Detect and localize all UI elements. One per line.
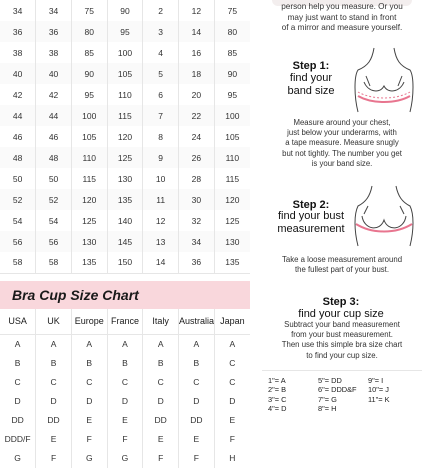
cup-table-cell: A: [36, 335, 72, 354]
legend-entry: 10"= J: [368, 385, 389, 395]
band-table-cell: 58: [0, 252, 36, 273]
band-table-row: [0, 210, 250, 231]
cup-table-cell: E: [36, 430, 72, 449]
cup-table-cell: B: [143, 354, 179, 373]
cup-table-cell: C: [229, 377, 236, 387]
cup-table-header-cell: USA: [0, 309, 36, 335]
cup-table-row: [0, 354, 250, 373]
cup-table-cell: A: [71, 335, 107, 354]
band-table-cell: 14: [179, 21, 215, 42]
band-table-row: [0, 21, 250, 42]
cup-table-cell: G: [107, 449, 143, 468]
step3-text-line: Then use this simple bra size chart: [281, 340, 403, 350]
band-table-cell: 85: [227, 47, 238, 58]
band-table-cell: 48: [0, 147, 36, 168]
band-table-cell: 110: [107, 84, 143, 105]
cup-table-cell: D: [179, 392, 215, 411]
band-table-cell: 5: [143, 63, 179, 84]
cup-table-cell: D: [36, 392, 72, 411]
cup-table-cell: C: [36, 373, 72, 392]
band-table-row: [0, 105, 250, 126]
band-table-cell: 100: [214, 105, 250, 126]
band-table-cell: 24: [179, 126, 215, 147]
cup-chart-title: Bra Cup Size Chart: [12, 286, 139, 303]
band-table-cell: 130: [214, 231, 250, 252]
legend-column: [318, 376, 368, 430]
cup-chart-title-bar: [0, 281, 250, 309]
legend-entry: 4"= D: [268, 404, 287, 414]
band-table-cell: 120: [214, 189, 250, 210]
cup-table-cell: F: [143, 449, 179, 468]
band-table-cell: 6: [143, 84, 179, 105]
band-table-cell: 85: [71, 42, 107, 63]
band-table-row: [0, 147, 250, 168]
band-table-cell: 110: [214, 147, 250, 168]
cup-table-cell: DD: [36, 411, 72, 430]
legend-column: [268, 376, 318, 430]
band-table-cell: 14: [143, 252, 179, 273]
cup-table-cell: B: [36, 354, 72, 373]
band-table-cell: 130: [71, 231, 107, 252]
intro-text: [262, 2, 422, 34]
step2-subtitle-line: find your bust: [277, 210, 345, 222]
step2-title: Step 2:: [292, 199, 330, 211]
band-table-cell: 12: [179, 0, 215, 21]
band-table-cell: 10: [143, 168, 179, 189]
band-size-table-body: [0, 0, 250, 273]
band-table-cell: 145: [107, 231, 143, 252]
cup-table-cell: F: [71, 430, 107, 449]
band-table-cell: 105: [71, 126, 107, 147]
cup-table-cell: B: [71, 354, 107, 373]
cup-table-row: [0, 411, 250, 430]
band-table-cell: 135: [71, 252, 107, 273]
band-table-row: [0, 63, 250, 84]
band-table-cell: 36: [0, 21, 36, 42]
cup-table-cell: E: [179, 430, 215, 449]
cup-table-header-cell: Australia: [179, 309, 215, 335]
band-table-cell: 100: [71, 105, 107, 126]
band-size-table: [0, 0, 250, 274]
cup-difference-legend: [268, 376, 418, 430]
band-table-cell: 90: [107, 0, 143, 21]
cup-table-row: [0, 449, 250, 468]
band-table-cell: 54: [36, 210, 72, 231]
band-table-cell: 11: [143, 189, 179, 210]
band-table-cell: 75: [71, 0, 107, 21]
band-table-cell: 9: [143, 147, 179, 168]
band-table-cell: 105: [225, 131, 240, 142]
band-table-cell: 32: [179, 210, 215, 231]
band-table-cell: 42: [36, 84, 72, 105]
cup-table-cell: DD: [0, 411, 36, 430]
step1-text-line: Measure around your chest,: [293, 118, 391, 127]
band-table-row: [0, 0, 250, 21]
band-table-cell: 12: [143, 210, 179, 231]
step1-text: [260, 118, 424, 169]
band-table-cell: 40: [36, 63, 72, 84]
cup-table-cell: A: [0, 335, 36, 354]
cup-table-row: [0, 373, 250, 392]
band-table-cell: 130: [107, 168, 143, 189]
band-table-row: [0, 126, 250, 147]
band-table-cell: 52: [36, 189, 72, 210]
band-table-cell: 115: [107, 105, 143, 126]
band-table-cell: 38: [0, 42, 36, 63]
cup-table-cell: F: [36, 449, 72, 468]
cup-table-cell: G: [0, 449, 36, 468]
band-table-cell: 34: [36, 0, 72, 21]
cup-table-cell: B: [179, 354, 215, 373]
band-table-row: [0, 84, 250, 105]
cup-table-cell: C: [179, 373, 215, 392]
cup-table-cell: B: [0, 354, 36, 373]
cup-table-cell: D: [107, 392, 143, 411]
cup-table-header-cell: Italy: [143, 309, 179, 335]
band-table-cell: 140: [107, 210, 143, 231]
step1-text-line: a tape measure. Measure snugly: [285, 138, 399, 148]
legend-entry: 8"= H: [318, 404, 337, 414]
step2-text: [260, 255, 424, 275]
cup-table-cell: E: [229, 415, 236, 425]
band-table-cell: 150: [107, 252, 143, 273]
cup-table-cell: DDD/F: [0, 430, 36, 449]
cup-table-cell: E: [107, 411, 143, 430]
intro-line: may just want to stand in front: [287, 12, 397, 22]
cup-table-cell: E: [143, 430, 179, 449]
band-table-cell: 3: [143, 21, 179, 42]
band-table-cell: 36: [179, 252, 215, 273]
band-table-cell: 120: [71, 189, 107, 210]
band-table-cell: 115: [225, 173, 240, 184]
legend-entry: 1"= A: [268, 376, 286, 385]
cup-table-cell: A: [229, 339, 236, 350]
band-table-cell: 54: [0, 210, 36, 231]
band-table-cell: 44: [36, 105, 72, 126]
band-table-cell: 95: [71, 84, 107, 105]
band-table-cell: 80: [214, 21, 250, 42]
band-table-cell: 56: [36, 231, 72, 252]
step1-title: Step 1:: [292, 60, 330, 72]
cup-table-row: [0, 430, 250, 449]
band-table-cell: 90: [71, 63, 107, 84]
band-table-cell: 4: [143, 42, 179, 63]
legend-entry: 9"= I: [368, 376, 384, 385]
cup-size-table-body: [0, 335, 250, 468]
band-table-cell: 90: [214, 63, 250, 84]
band-table-cell: 28: [179, 168, 215, 189]
band-table-cell: 56: [0, 231, 36, 252]
band-table-cell: 46: [36, 126, 72, 147]
band-measure-figure-icon: [352, 46, 416, 116]
band-table-cell: 95: [107, 21, 143, 42]
cup-table-row: [0, 392, 250, 411]
step2-text-line: the fullest part of your bust.: [294, 265, 390, 275]
cup-table-cell: C: [71, 373, 107, 392]
cup-table-cell: A: [107, 335, 143, 354]
band-table-row: [0, 42, 250, 63]
band-table-cell: 125: [71, 210, 107, 231]
legend-entry: 5"= DD: [318, 376, 342, 385]
cup-table-cell: DD: [143, 411, 179, 430]
step1-text-line: just below your underarms, with: [287, 128, 397, 138]
cup-table-cell: D: [143, 392, 179, 411]
step2-subtitle-line: measurement: [277, 222, 345, 235]
cup-table-cell: C: [143, 373, 179, 392]
cup-table-cell: C: [0, 373, 36, 392]
cup-table-cell: A: [143, 335, 179, 354]
band-table-cell: 50: [0, 168, 36, 189]
band-table-cell: 95: [227, 89, 238, 100]
band-table-cell: 16: [179, 42, 215, 63]
cup-table-cell: F: [229, 434, 235, 444]
band-table-cell: 8: [143, 126, 179, 147]
step1-text-line: is your band size.: [311, 158, 373, 168]
cup-table-cell: A: [179, 335, 215, 354]
cup-size-table: [0, 309, 250, 468]
step3-text-line: Subtract your band measurement: [284, 320, 400, 329]
band-table-cell: 125: [225, 215, 240, 226]
band-table-cell: 30: [179, 189, 215, 210]
band-table-row: [0, 252, 250, 273]
cup-table-cell: D: [229, 396, 236, 406]
band-table-cell: 34: [0, 0, 36, 21]
step3-text: [260, 320, 424, 361]
band-table-cell: 75: [227, 5, 238, 16]
step3-title: Step 3:: [322, 296, 360, 308]
legend-entry: 6"= DDD&F: [318, 385, 357, 395]
band-table-row: [0, 231, 250, 252]
cup-table-cell: D: [71, 392, 107, 411]
legend-divider: [262, 370, 422, 371]
band-table-cell: 46: [0, 126, 36, 147]
band-table-cell: 2: [143, 0, 179, 21]
measuring-guide: [252, 0, 430, 430]
intro-line: of a mirror and measure yourself.: [281, 23, 403, 32]
cup-table-row: [0, 335, 250, 354]
step1-subtitle-line: band size: [287, 84, 335, 97]
band-table-cell: 120: [107, 126, 143, 147]
band-table-cell: 100: [107, 42, 143, 63]
legend-column: [368, 376, 418, 430]
band-table-cell: 34: [179, 231, 215, 252]
band-table-cell: 22: [179, 105, 215, 126]
cup-table-cell: G: [71, 449, 107, 468]
band-table-row: [0, 189, 250, 210]
cup-table-cell: E: [71, 411, 107, 430]
band-table-cell: 13: [143, 231, 179, 252]
legend-entry: 7"= G: [318, 394, 337, 404]
band-table-cell: 50: [36, 168, 72, 189]
cup-table-header-cell: UK: [36, 309, 72, 335]
cup-table-cell: C: [229, 358, 236, 368]
band-table-cell: 115: [71, 168, 107, 189]
cup-table-cell: F: [179, 449, 215, 468]
step2-text-line: Take a loose measurement around: [281, 255, 403, 264]
band-table-cell: 40: [0, 63, 36, 84]
step1-text-line: but not tightly. The number you get: [282, 148, 402, 158]
band-table-cell: 38: [36, 42, 72, 63]
band-table-cell: 52: [0, 189, 36, 210]
band-table-row: [0, 168, 250, 189]
legend-entry: 2"= B: [268, 385, 287, 395]
cup-table-header-cell: Japan: [214, 309, 250, 335]
band-table-cell: 26: [179, 147, 215, 168]
band-table-cell: 58: [36, 252, 72, 273]
cup-table-header-cell: Europe: [71, 309, 107, 335]
band-table-cell: 135: [214, 252, 250, 273]
band-table-cell: 48: [36, 147, 72, 168]
step1-subtitle-line: find your: [289, 72, 333, 84]
cup-table-cell: D: [0, 392, 36, 411]
intro-line: person help you measure. Or you: [281, 2, 403, 11]
band-table-cell: 110: [71, 147, 107, 168]
band-table-cell: 7: [143, 105, 179, 126]
cup-size-table-header: [0, 309, 250, 335]
step3-text-line: to find your cup size.: [306, 350, 378, 360]
band-table-cell: 135: [107, 189, 143, 210]
band-table-cell: 20: [179, 84, 215, 105]
cup-table-cell: B: [107, 354, 143, 373]
band-table-cell: 125: [107, 147, 143, 168]
cup-table-header-cell: France: [107, 309, 143, 335]
cup-table-cell: H: [229, 453, 236, 463]
band-table-cell: 18: [179, 63, 215, 84]
band-table-cell: 44: [0, 105, 36, 126]
step3-text-line: from your bust measurement.: [291, 330, 393, 340]
cup-table-cell: F: [107, 430, 143, 449]
band-table-cell: 105: [107, 63, 143, 84]
legend-entry: 3"= C: [268, 394, 287, 404]
band-table-cell: 80: [71, 21, 107, 42]
step3-subtitle: find your cup size: [298, 308, 384, 320]
band-table-cell: 36: [36, 21, 72, 42]
cup-table-cell: C: [107, 373, 143, 392]
band-table-cell: 42: [0, 84, 36, 105]
cup-table-cell: DD: [179, 411, 215, 430]
legend-entry: 11"= K: [368, 394, 390, 404]
bust-measure-figure-icon: [352, 184, 416, 248]
